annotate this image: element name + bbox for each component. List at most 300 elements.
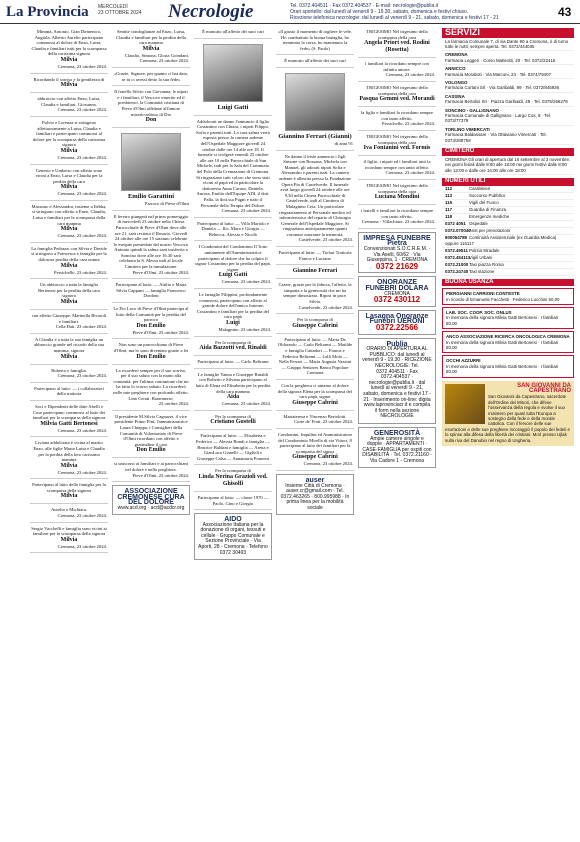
notice-text: Soci e Dipendenti delle ditte Abelli e Cose partecipano commossi al lutto dei familiari per la scomparsa della signora xyxy=(32,403,106,421)
obituary-notice xyxy=(112,413,190,459)
notice-text: È mancato all'affetto dei suoi cari xyxy=(202,29,264,34)
notice-text: TRIGESIMO Nel trigesimo della scomparsa della cara xyxy=(366,182,428,194)
ad-text: ORARIO DI APERTURA AL PUBBLICO: dal lunedì al venerdì 9 - 19.30 · RICEZIONE NECROLOGIE: Tel. 0372.404511 · Fax 0372.404537 · necrologie@publia.it · dal lunedì al venerdì 9 - 21, sabato, domenica e festivi 17 - 21 · Inserimento on-line: digita www.laprovinciacr.it e compila il form nella sezione NECROLOGIE xyxy=(362,346,432,420)
useful-number xyxy=(442,255,574,262)
portrait-photo xyxy=(203,44,263,102)
deceased-name: Milvia xyxy=(60,262,78,269)
obituary-notice xyxy=(358,28,436,58)
saint-title: SAN GIOVANNI DA CAPESTRANO xyxy=(517,382,571,394)
donation-head: PIERGIANNI CARRIONI CONTESTE xyxy=(446,291,520,297)
notice-text: «Grazie, Signore, per quanto ci hai dato, se tu ci avessi detto la sua fede» xyxy=(113,70,189,82)
obituary-notice xyxy=(30,167,108,201)
cimitero-title: CIMITERO xyxy=(442,148,574,156)
pharmacy-item xyxy=(442,65,574,79)
obituary-notice xyxy=(276,57,354,68)
obituary-notice xyxy=(194,413,272,431)
ad-title: ONORANZE FUNEBRI DOLARA xyxy=(365,279,429,293)
buona-title: BUONA USANZA xyxy=(442,279,574,287)
advertisement xyxy=(358,427,436,469)
services-title: SERVIZI xyxy=(442,28,574,38)
column-2 xyxy=(112,28,190,838)
donation-head: LAB. SOC. COOP. SOC. ONLUS xyxy=(446,309,512,315)
donation-item xyxy=(442,307,574,329)
services-column xyxy=(442,28,574,838)
deceased-name: Milvia xyxy=(60,147,78,154)
obituary-notice xyxy=(194,41,272,116)
deceased-name: Iva Fontanini ved. Formis xyxy=(363,145,431,152)
deceased-name: Don Emilio xyxy=(136,447,166,454)
pharmacy-info: Farmacia Bertolini Sri · Piazza Garibaldi, 49 · Tel. 0375/256279 xyxy=(445,99,568,105)
obituary-notice xyxy=(30,245,108,279)
ad-text: Insieme Città di Cremona · auser.cr@gmail.com · Tel. 0372.463265 · 800.995988 · In prima linea per la mobilità sociale xyxy=(280,482,350,511)
advertisement xyxy=(358,232,436,274)
notice-text: Fulvio e Lorenza si stringono affettuosamente a Luisa, Claudia e familiari e partecipano commossi al dolore per la scomparsa della carissima signora xyxy=(32,119,106,148)
notice-text: Grazie, grazie per la fiducia, l'affetto, la simpatia e la generosità che mi ha sempre dimostrato. Riposi in pace. Silvia. xyxy=(278,282,352,305)
pharmacy-list xyxy=(442,51,574,145)
obituary-notice xyxy=(276,153,354,248)
notice-text: Il presidente M.Silvia Cagnazzi, il vice presidente Primo Pini, l'amministratrice Laura Chiappa, i Consiglieri della Comunità di Volontariato di Pieve d'Olmi ricordano con affetto e gratitudine il caro xyxy=(114,413,188,447)
deceased-name: Milvia xyxy=(60,226,78,233)
deceased-name: Don Emilio xyxy=(136,353,166,360)
obituary-notice xyxy=(30,481,108,504)
pharmacy-info: Farmacia Leggeri · Corso Matteotti, 20 · Tel. 0372/22416 xyxy=(445,57,556,63)
number-label: Ospedale xyxy=(469,220,488,226)
useful-number xyxy=(442,200,574,207)
donation-item xyxy=(442,288,574,305)
number-label: Carabinieri xyxy=(469,185,491,191)
ad-title: GENEROSITÀ xyxy=(373,429,421,437)
notice-text: Un abbraccio a tutta la famiglia Bertonesi per la perdita della cara signora xyxy=(38,282,100,299)
notice-text: Massimo e Alessandra, insieme a Ilebha, si stringono con affetto a Enzo, Claudia, Luisa e familiari per la scomparsa della cara mamma xyxy=(31,203,107,226)
deceased-name: Don Emilio xyxy=(136,322,166,329)
deceased-name: Milvia xyxy=(60,536,78,543)
useful-number xyxy=(442,207,574,214)
obituary-notice xyxy=(194,432,272,465)
notice-text: TRIGESIMO Nel trigesimo della scomparsa della cara xyxy=(366,133,428,145)
pharmacy-town: SONCINO - GALLIGNANO xyxy=(445,107,499,113)
column-4 xyxy=(276,28,354,838)
donation-head: OCCHI AZZURRI xyxy=(446,358,481,364)
notice-text: Condomini, Inquilini ed Amministratore del Condominio Mirella di via Vittori, 8 partecipano al lutto dei familiari per la scomparsa del signor xyxy=(277,431,353,454)
deceased-name: Giannino Ferrari (Gianni) xyxy=(278,132,352,140)
pharmacy-info: Farmacia Comunale di Gallignano · Largo Cos, 8 · Tel. 0373/77379 xyxy=(445,113,552,124)
ad-text: www.acd.org · acd@acdcr.org xyxy=(117,504,185,511)
notice-text: Roberto e famiglia. xyxy=(51,367,87,373)
pharmacy-town: CASSINA xyxy=(445,93,465,99)
notice-text: Ricordando il sorriso e la gentilezza di xyxy=(33,76,105,82)
number-value: 115 xyxy=(445,199,453,205)
obituary-notice xyxy=(30,525,108,554)
obituary-notice xyxy=(194,467,272,492)
notice-text: Addolorati ne danno l'annuncio il figlio Costantino con Chiara, i nipoti Filippo, Sofia e parenti tutti. La cara salma verrà esposta presso la camera ardente dell'Ospedale Maggiore giovedì 24 ottobre dalle ore 14 alle ore 18. Il funerale si svolgerà venerdì 25 ottobre alle ore 10 nella Parrocchiale di San Michele, indi per la Sala del Commiato del Polo della Cremazione di Cremona. Si ringraziano tutti coloro che sono stati vicini al papà ed in particolare la dottoressa Anna Caruso, Daniela, Aurora, Emilio dell'Equipe ADI, il dott. Palla, la dott.ssa Pugni e tutto il Personale della Terapia del Dolore. xyxy=(196,118,270,208)
obituary-notice xyxy=(358,207,436,229)
saint-image xyxy=(445,384,485,424)
number-label: Emergenze mediche xyxy=(469,213,510,219)
notice-text: Partecipano al lutto: — Tiolari Trattoria Franca e Luciano xyxy=(278,250,352,261)
notice-text: Mimma, Antonio, Gian Domenico, Angiola, Alberto Aurelio partecipano commossi al dolore di Enzo, Luisa, Claudia e familiari tutti per la scomparsa della carissima signora xyxy=(31,29,107,57)
notice-text: Per la scomparsa di xyxy=(297,317,333,323)
number-value: 118 xyxy=(445,213,453,219)
obituary-notice xyxy=(194,358,272,369)
deceased-name: Milvia xyxy=(142,45,160,52)
notice-date: Cremona - Villachiara, 23 ottobre 2024. xyxy=(361,219,435,225)
notice-text: i familiari la ricordano sempre con infinito amore. xyxy=(365,61,429,72)
useful-number xyxy=(442,221,574,228)
number-label: Polizia Stradale xyxy=(469,247,500,253)
deceased-name: Giuseppe Cabrini xyxy=(292,399,338,406)
obituary-notice xyxy=(30,506,108,522)
obituary-notice xyxy=(30,367,108,383)
notice-text: Sergio Vacchelli e famiglia sono vicini ai familiari per la scomparsa della signora xyxy=(31,525,107,537)
obituary-notice xyxy=(194,291,272,337)
obituary-notice xyxy=(30,203,108,243)
donation-item xyxy=(442,331,574,353)
ad-title: AIDO xyxy=(224,516,242,524)
obituary-notice xyxy=(276,70,354,151)
deceased-name: Aida Bazzotti ved. Rinaldi xyxy=(199,345,267,352)
number-label: Taxi stazione xyxy=(469,268,495,274)
notice-date: Cremona, 23 ottobre 2024. xyxy=(57,469,107,475)
number-label: Continuità Assistenziale (ex Guardia Medica) oppure 116117 xyxy=(445,234,557,246)
useful-number xyxy=(442,186,574,193)
notice-text: Aurelio e Michiara. xyxy=(50,507,88,513)
obituary-notice xyxy=(112,367,190,411)
deceased-name: Giuseppe Cabrini xyxy=(292,322,338,329)
number-value: 113 xyxy=(445,192,453,198)
obituary-notice xyxy=(276,281,354,314)
notice-date: Cremona, 23 ottobre 2024. xyxy=(221,401,271,407)
newspaper-logo: La Provincia xyxy=(6,4,89,20)
pharmacy-town: TORLINO VIMERCATI xyxy=(445,126,490,132)
obituary-notice xyxy=(30,281,108,310)
notice-text: Per la scomparsa di xyxy=(215,468,251,474)
obituary-notice xyxy=(30,95,108,117)
pharmacy-item xyxy=(442,107,574,126)
notice-date: Castelverde, 23 ottobre 2024. xyxy=(298,237,353,243)
advertisement xyxy=(276,474,354,516)
notice-text: Le famiglie Filippini, profondamente commossi, partecipano con affetto al grande dolore dell'amico fraterno Costantino e familiari per la perdita del caro papà xyxy=(196,292,270,320)
obituary-notice xyxy=(194,339,272,357)
obituary-notice xyxy=(30,28,108,74)
notice-date: Cremona, 23 ottobre 2024. xyxy=(57,63,107,69)
notice-date: di anni 91 xyxy=(334,140,353,146)
column-1 xyxy=(30,28,108,838)
notice-text: i fratelli e familiari la ricordano sempre con tanto affetto. xyxy=(360,208,434,219)
notice-date: Cremona, 23 ottobre 2024. xyxy=(385,170,435,176)
pharmacy-town: VOLONGO xyxy=(445,80,468,86)
pharmacy-item xyxy=(442,126,574,145)
pharmacy-intro: La farmacia Comunale 7, di via Dante 90 a Cremona, è di turno tutte le notti, sempre aperta. Tel. 0372/444035 xyxy=(442,38,574,52)
obituary-notice xyxy=(276,431,354,471)
notice-date: Corte de' Frati, 23 ottobre 2024. xyxy=(294,419,353,425)
number-value: 0372.24740 xyxy=(445,268,469,274)
obituary-notice xyxy=(358,84,436,107)
pharmacy-item xyxy=(442,79,574,93)
notice-text: È mancato all'affetto dei suoi cari xyxy=(284,58,346,64)
notice-date: Cremona, 23 ottobre 2024. xyxy=(57,373,107,379)
advertisement xyxy=(358,338,436,424)
issue-date: MERCOLEDÌ 23 OTTOBRE 2024 xyxy=(98,4,142,16)
deceased-name: Angela Priori ved. Rodini (Rosetta) xyxy=(364,40,430,54)
notice-date: Cremona, 23 ottobre 2024. xyxy=(57,427,107,433)
obituary-notice xyxy=(112,70,190,86)
notice-text: Partecipano al lutto: — Villa Mariolo e Daniela — Ilic, Mara e Giorgia — Rebecca, Alessio e Nicolò xyxy=(197,220,269,237)
obituary-notice xyxy=(358,60,436,82)
notice-date: Malagnino, 23 ottobre 2024. xyxy=(218,327,271,332)
notice-date: Cremona, 23 ottobre 2024. xyxy=(57,154,107,160)
notice-text: abbraccio con affetto Enzo, Luisa, Claudia e familiari. Giovanna. xyxy=(37,96,101,107)
obituary-notice xyxy=(194,220,272,242)
number-value: 0372.21000 xyxy=(445,261,469,267)
advertisement xyxy=(358,310,436,335)
deceased-name: Luigi Gatti xyxy=(218,272,248,279)
donation-item xyxy=(442,355,574,377)
notice-text: Ne danno il triste annuncio i figli Simone con Rossana, Michela con Manuel, gli adorati nipoti Sofia e Alessandro e parenti tutti. La camera ardente è allestita presso la Fondazione Opera Pia di Castelverde. Il funerale avrà luogo giovedì 24 ottobre alle ore 9,30 nella Chiesa Parrocchiale di Castelverde, indi al Cimitero di Malagnino Ceta. Un particolare ringraziamento al Personale medico ed infermieristico del reparto di Chirurgia Generale dell'Ospedale Maggiore. Si ringraziano anticipatamente quanti vorranno onorarne la memoria. xyxy=(278,153,352,237)
deceased-name: Milvia xyxy=(60,299,78,305)
notice-text: con affetto Giuseppe, Marinella Rivaroli e familiari. xyxy=(31,313,107,324)
notice-date: Persichello, 23 ottobre 2024. xyxy=(382,121,435,127)
notice-date: Parroco di Pieve d'Olmi xyxy=(144,201,189,207)
deceased-name: Emilio Garattini xyxy=(127,193,175,201)
notice-date: Cremona, 23 ottobre 2024. xyxy=(221,279,271,285)
notice-date: Cremona, 23 ottobre 2024. xyxy=(57,543,107,549)
notice-text: Il fratello Silvio con Giovanna, le nipoti e i familiari, il Vescovo emerito ed il presbiterio, la Comunità cristiana di Pieve d'Olmi affidano all'amore misericordioso di Dio xyxy=(114,89,188,117)
number-value: 0372.454111 xyxy=(445,254,471,260)
number-label: Guardia di Finanza xyxy=(469,206,507,212)
notice-text: TRIGESIMO Nel trigesimo della scomparsa della cara xyxy=(366,29,428,40)
notice-date: Cremona, 23 ottobre 2024. xyxy=(57,513,107,519)
donation-text: In ricordo di Emanuele Facchetti · Federico Lucchini 50,00 xyxy=(446,296,560,302)
obituary-notice xyxy=(358,158,436,180)
notice-text: Partecipano al lutto: — i collaboratori della trattoria xyxy=(34,385,104,397)
notice-date: Claudio, Simona, Gloria Goindani. Cremona, 23 ottobre 2024. xyxy=(124,52,189,64)
donation-head: ANCO ASSOCIAZIONE RICERCA ONCOLOGICA CREMONA xyxy=(446,334,570,340)
deceased-name: Pasqua Gemmi ved. Morandi xyxy=(359,96,435,103)
obituary-notice xyxy=(112,213,190,280)
deceased-name: Giuseppe Cabrini xyxy=(292,454,338,461)
deceased-name: Milvia xyxy=(60,353,78,360)
ad-phone: 0372.22566 xyxy=(375,323,419,332)
obituary-notice xyxy=(276,316,354,334)
useful-number xyxy=(442,214,574,221)
deceased-name: Milvia xyxy=(60,462,78,469)
notice-text: il figlio, i nipoti ed i familiari tutti la ricordano sempre con tanto affetto. xyxy=(363,159,431,170)
obituary-notice xyxy=(30,119,108,165)
notice-text: Le famiglie Vanna e Giuseppe Rinaldi con Roberto e Silvana partecipano al lutto di Elena ed Elisabetta per la perdita della cara mamma xyxy=(195,371,271,394)
number-value: 0372.49511 xyxy=(445,247,468,253)
number-value: 800054788 xyxy=(445,234,467,240)
obituary-notice xyxy=(194,243,272,289)
page-number: 43 xyxy=(558,5,572,19)
pharmacy-info: Farmacia Baldassare · Via Ottaviano Vimercati · Tel. 0373/288758 xyxy=(445,132,547,143)
deceased-name: Don xyxy=(145,117,157,124)
ad-title: IMPRESA FUNEBRE Pietra xyxy=(363,234,431,248)
notice-date: Cella Dati, 23 ottobre 2024. xyxy=(55,324,107,330)
notice-text: si uniscono ai familiari e ai parrocchiani nel dolore e nella preghiera. xyxy=(114,461,188,472)
notice-text: Partecipano al lutto: — Attilio e Maria Silvia Cappuni — famiglia Francesco Dordoni xyxy=(115,282,187,299)
notice-date: Cremona, 23 ottobre 2024. xyxy=(303,461,353,467)
deceased-name: Milvia xyxy=(60,184,78,191)
obituary-notice xyxy=(30,76,108,94)
obituary-notice xyxy=(358,133,436,156)
notice-date: 23 ottobre 2024. xyxy=(158,401,189,407)
contact-info: Tel. 0372.404511 · Fax 0372.404537 · E-mail: necrologie@publia.it Orari sportello: dal lunedì al venerdì 9 - 19.30, sabato, domenica e festivi chiuso. Ricezione telefonica necrologie: dal lunedì al venerdì 9 - 21, sabato, domenica e festivi 17 - 21 xyxy=(290,3,499,21)
notice-text: Genesio e Umberto con affetto sono vicini a Enzo, Luisa e Claudia per la perdita della cara xyxy=(35,167,103,184)
saint-text: San Giovanni da Capestrano, sacerdote dell'Ordine dei Minori, che difese l'osservanza della regola e svolse il suo ministero per quasi tutta l'Europa a sostegno della fede e della morale cattolica. Con il fervore delle sue esortazioni e delle sue preghiere incoraggiò il popolo dei fedeli e lo spinse alla difesa della libertà dei cristiani. Morì presso Ujlak sulla riva del Danubio nel regno di Ungheria. xyxy=(445,394,570,443)
deceased-name: Milvia xyxy=(60,493,78,500)
deceased-name: Giannino Ferrari xyxy=(292,268,338,275)
number-label: Soccorso Pubblico xyxy=(469,192,506,198)
obituary-notice xyxy=(112,305,190,339)
obituary-notice xyxy=(30,385,108,401)
notice-text: Partecipano al lutto della famiglia per la scomparsa della signora xyxy=(32,482,106,493)
notice-text: Partecipano al lutto: — Elisabetta e Federico — Alessia Bondi e famiglia — Beatrice Baldani e famiglia — Arena e GianLuca Gianelli — Giglioli e Giuseppe Calsa — Annamaria Ponzoni xyxy=(196,433,270,461)
useful-number xyxy=(442,228,574,235)
notice-date: Cremona, 23 ottobre 2024. xyxy=(385,72,435,78)
notice-date: Pieve d'Olmi, 23 ottobre 2024. xyxy=(132,472,189,478)
obituary-notice xyxy=(112,341,190,364)
notice-text: Per la scomparsa di xyxy=(215,413,251,419)
notice-text: «Il giusto il momento di togliere le vele. Ho combattuto la buona battaglia, ho terminato la corsa, ho mantenuto la fede» (S. Paolo) xyxy=(278,29,352,51)
ad-phone: 0372 21629 xyxy=(375,261,419,271)
number-label: Vigili del Fuoco xyxy=(469,199,499,205)
pharmacy-info: Farmacia Moraboti · Via Marconi, 24 · Tel. 0374/79407 xyxy=(445,71,551,77)
ad-title: Publia xyxy=(386,340,408,348)
donation-text: In memoria della signora Milvia Gatti Bertonesi · I familiari 50,00 xyxy=(446,315,559,326)
pharmacy-info: Farmacia Cortani Srl · Via Garibaldi, 99 · Tel. 0372/845936 xyxy=(445,85,560,91)
advertisement xyxy=(358,276,436,306)
pharmacy-item xyxy=(442,51,574,65)
notice-date: Pieve d'Olmi, 23 ottobre 2024. xyxy=(132,329,189,335)
notice-text: A Claudia e a tutta la sua famiglia un abbraccio grande nel ricordo della sua mamma, signora xyxy=(33,336,105,353)
deceased-name: Luigi Gatti xyxy=(217,103,249,111)
obituary-notice xyxy=(276,28,354,55)
pharmacy-town: CREMONA xyxy=(445,52,468,58)
notice-text: la figlia e familiari la ricordano sempre con tanto affetto. xyxy=(361,110,433,121)
ad-title: ASSOCIAZIONE CREMONESE CURA DEL DOLORE xyxy=(117,488,185,507)
notice-text: Con la preghiera ci uniamo al dolore della signora Elena per la scomparsa del caro papà, signor xyxy=(278,382,352,400)
deceased-name: Aida xyxy=(226,394,240,401)
ad-title: auser xyxy=(305,476,325,484)
obituary-notice xyxy=(358,182,436,205)
deceased-name: Luigi xyxy=(226,320,240,326)
number-label: Taxi piazza Roma xyxy=(469,261,504,267)
notice-date: Cremona, 23 ottobre 2024. xyxy=(221,208,271,214)
obituary-notice xyxy=(194,494,272,510)
obituary-notice xyxy=(112,88,190,128)
ad-title: Lasagna Onoranze Funebri UERONI xyxy=(365,312,429,326)
notice-date: Pieve d'Olmi, 23 ottobre 2024. xyxy=(132,269,189,275)
obituary-notice xyxy=(112,28,190,68)
deceased-name: Luciana Mondini xyxy=(374,194,420,201)
pharmacy-town: ANNICCO xyxy=(445,66,466,72)
obituary-notice xyxy=(30,403,108,437)
notice-text: Sentite condoglianze ad Enzo, Luisa, Claudia e familiari per la perdita della cara mamma xyxy=(116,29,186,46)
notice-text: Mariateresa e Vincenzo Bertolotti. xyxy=(283,413,347,419)
buona-list xyxy=(442,288,574,377)
ad-text: Associazione Italiana per la donazione di organi, tessuti e cellule · Gruppo Comunale e Sezione Provinciale · Via Aporti, 28 - Cremona · Telefono 0372 30493 xyxy=(198,521,268,556)
ad-text: Convenzionati S.O.C.R.E.M. · Via Aselli, 60/62 · Via Giuseppina, 1 · CREMONA xyxy=(363,246,431,264)
number-label: Asst per prenotazioni xyxy=(469,227,511,233)
donation-text: In memoria della signora Milvia Gatti Bertonesi · I familiari 50,00 xyxy=(446,363,559,375)
deceased-name: Milvia Gatti Bertonesi xyxy=(40,420,98,427)
useful-number xyxy=(442,193,574,200)
ad-text: CREMONA xyxy=(384,290,410,297)
obituary-notice xyxy=(112,130,190,211)
advertisement xyxy=(112,485,190,515)
notice-text: Liviana addolorata è vicina al marito Enzo, alle figlie Maria Luisa e Claudia per la perdita della loro carissima mamma xyxy=(33,440,105,463)
portrait-photo xyxy=(121,133,181,191)
cimitero-text: CREMONA Gli orari di apertura dal 16 settembre al 3 novembre: nei giorni feriali dalle 8:00 alle 18:00 nei giorni festivi dalle 8:00 alle 12:00 e dalle ore 14:00 alle ore 18:00 xyxy=(442,156,574,175)
column-5 xyxy=(358,28,436,838)
notice-date: Cremona, 23 ottobre 2024. xyxy=(57,191,107,197)
obituary-notice xyxy=(30,439,108,479)
deceased-name: Milvia xyxy=(60,56,78,63)
notice-date: Cremona, 23 ottobre 2024. xyxy=(57,107,107,113)
notice-date: Castelverde, 23 ottobre 2024. xyxy=(298,304,353,310)
pharmacy-item xyxy=(442,93,574,107)
notice-text: I Condomini del Condominio Il Totto unitamente all'Amministratrice partecipano al dolore che ha colpito il signor Costantino per la perdita del papà, signor xyxy=(195,244,271,272)
advertisement xyxy=(194,513,272,560)
deceased-name: Milvia xyxy=(60,82,78,89)
notice-text: TRIGESIMO Nel trigesimo della scomparsa della cara xyxy=(366,84,428,96)
useful-number xyxy=(442,235,574,248)
obituary-notice xyxy=(30,312,108,334)
notice-text: La famiglia Pedrazzi con Silvia e Davide si stringono a Francesca e famiglia per la dolorosa perdita della cara nonna xyxy=(31,245,107,263)
obituary-notice xyxy=(194,118,272,218)
ad-phone: 0372 430112 xyxy=(373,295,421,305)
obituary-notice xyxy=(112,460,190,482)
deceased-name: Cristiano Gustelli xyxy=(210,419,256,426)
notice-text: Partecipano al lutto: — classe 1970 — Paolo, Gino e Giorgio xyxy=(197,494,269,506)
number-value: 0372.070040 xyxy=(445,227,471,233)
obituary-notice xyxy=(276,267,354,279)
obituary-notice xyxy=(30,336,108,365)
page-header xyxy=(0,0,580,24)
obituary-notice xyxy=(112,281,190,303)
deceased-name: Linda Nerina Grazioli ved. Ghisolfi xyxy=(198,473,268,487)
numbers-list xyxy=(442,186,574,276)
useful-number xyxy=(442,248,574,255)
notice-date: Persichello, 23 ottobre 2024. xyxy=(54,269,107,275)
obituary-notice xyxy=(276,382,354,411)
number-value: 117 xyxy=(445,206,453,212)
numeri-title: NUMERI UTILI xyxy=(442,178,574,186)
number-value: 112 xyxy=(445,185,453,191)
obituary-notice xyxy=(276,336,354,380)
saint-of-day xyxy=(442,381,574,446)
number-label: Vigili Urbani xyxy=(469,254,493,260)
obituary-notice xyxy=(358,109,436,131)
notice-text: Per la scomparsa di xyxy=(215,339,251,345)
useful-number xyxy=(442,269,574,276)
column-3 xyxy=(194,28,272,838)
donation-text: In memoria della signora Milvia Gatti Bertonesi · I familiari 50,00 xyxy=(446,339,559,350)
notice-text: La ricorderò sempre per il suo sorriso, per il suo saluto con la mano alla comunità, per l'ultima comunione che mi ha fatto lo scorso sabato. La ricorderò nelle mie preghiere con profondo affetto. Lino Cerati. Bonemerse, xyxy=(113,367,189,401)
useful-number xyxy=(442,262,574,269)
obituary-notice xyxy=(276,249,354,265)
notice-date: Cremona, 23 ottobre 2024. xyxy=(57,233,107,239)
notice-text: Il feretro giungerà nel primo pomeriggio di mercoledì 23 ottobre nella Chiesa Parrocchiale di Pieve d'Olmi dove alle ore 21, sarà recitato il Rosario. Giovedì 24 ottobre alle ore 15 saranno celebrate le esequie presiedute dal nostro Vescovo Antonio quindi la salma sarà trasferita a Soncino dove alle ore 16.30 sarà celebrata la S. Messa indi al locale Cimitero per la tumulazione. xyxy=(113,213,189,270)
section-title: Necrologie xyxy=(168,1,254,22)
notice-text: Partecipano al lutto: — Marta De Oldorardo — Carlo Beltrami — Matilde e famiglia Cattadori — Franca e Federica Beltrami — Lalli Mola — Nella Ferrari — Maria Augusta Vazzini — Gruppo Seniores Banca Popolare Cremona xyxy=(277,336,353,376)
notice-text: Partecipano al lutto: — Carlo Beltrami xyxy=(197,359,269,365)
notice-text: Non sono un parrocchiano di Pieve d'Olmi, ma lo sono diventato grazie a lei xyxy=(113,342,189,353)
portrait-photo xyxy=(285,73,345,131)
ad-text: Ampie camere singole e doppie · APPARTAMENTI · CASE-FAMIGLIA per ospiti con DISABILITÀ · Tel. 0372.21160 · Via Cadore 1 - Cremona xyxy=(362,435,432,464)
obituary-notice xyxy=(194,371,272,411)
notice-text: Le Pro Loco di Pieve d'Olmi partecipa al lutto della Comunità per la perdita del parroco xyxy=(113,306,189,323)
